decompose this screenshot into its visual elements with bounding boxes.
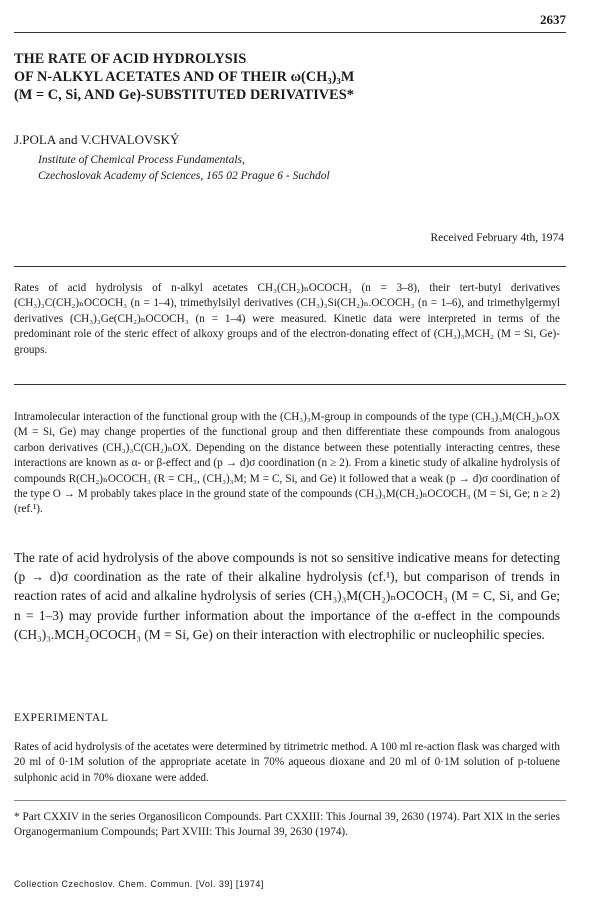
authors: J.POLA and V.CHVALOVSKÝ xyxy=(14,132,180,147)
affiliation xyxy=(38,152,330,184)
page-number: 2637 xyxy=(540,12,566,27)
affiliation-line-1: Institute of Chemical Process Fundamentals, xyxy=(38,154,245,166)
abstract-top-rule xyxy=(14,266,566,267)
experimental-paragraph: Rates of acid hydrolysis of the acetates were determined by titrimetric method. A 100 ml re-action flask was charged with 20 ml of 0·1M solution of the appropriate acetate in 70% aqueous dioxane and 20 ml of 0·1M solution of p-toluene sulphonic acid in 70% dioxane were added. xyxy=(14,741,560,784)
body-paragraph: The rate of acid hydrolysis of the above compounds is not so sensitive indicative means for detecting (p → d)σ coordination as the rate of their alkaline hydrolysis (cf.¹), but comparison of trends in reaction rates of acid and alkaline hydrolysis of series (CH₃)₃M(CH₂)ₙOCOCH₃ (M = C, Si, and Ge; n = 1–3) may provide further information about the importance of the α-effect in the compounds (CH₃)₃.MCH₂OCOCH₃ (M = Si, Ge) on their interaction with electrophilic or nucleophilic species. xyxy=(14,550,560,642)
received-date: Received February 4th, 1974 xyxy=(430,232,564,244)
abstract-bottom-rule xyxy=(14,384,566,385)
footnote-rule xyxy=(14,800,566,801)
title-line-3: (M = C, Si, AND Ge)-SUBSTITUTED DERIVATIVES* xyxy=(14,87,354,103)
title-line-1: THE RATE OF ACID HYDROLYSIS xyxy=(14,51,247,67)
section-heading-experimental: EXPERIMENTAL xyxy=(14,712,109,724)
footnote: * Part CXXIV in the series Organosilicon Compounds. Part CXXIII: This Journal 39, 2630 (1974). Part XIX in the series Organogermanium Compounds; Part XVIII: This Journal 39, 2630 (1974). xyxy=(14,811,560,839)
journal-footer: Collection Czechoslov. Chem. Commun. [Vol. 39] [1974] xyxy=(14,879,264,889)
intro-paragraph: Intramolecular interaction of the functional group with the (CH₃)₃M-group in compounds of the type (CH₃)₃M(CH₂)ₙOX (M = Si, Ge) may change properties of the functional group and then differentiate these compounds from analogous carbon derivatives (CH₃)₃C(CH₂)ₙOX. Depending on the distance between these potentially interacting centres, these interactions are known as α- or β-effect and (p → d)σ coordination (n ≥ 2). From a kinetic study of alkaline hydrolysis of compounds R(CH₂)ₙOCOCH₃ (R = CH₃, (CH₃)₃M; M = C, Si, and Ge) it followed that a weak (p → d)σ coordination of the type O → M probably takes place in the ground state of the compounds (CH₃)₃M(CH₂)ₙOCOCH₃ (M = Si, Ge; n ≥ 2) (ref.¹). xyxy=(14,411,560,516)
abstract: Rates of acid hydrolysis of n-alkyl acetates CH₃(CH₂)ₙOCOCH₃ (n = 3–8), their tert-butyl derivatives (CH₃)₃C(CH₂)ₙOCOCH₃ (n = 1–4), trimethylsilyl derivatives (CH₃)₃Si(CH₂)ₙ.OCOCH₃ (n = 1–6), and trimethylgermyl derivatives (CH₃)₃Ge(CH₂)ₙOCOCH₃ (n = 1–4) were measured. Kinetic data were interpreted in terms of the predominant role of the steric effect of alkoxy groups and of the electron-donating effect of (CH₃)₃MCH₂ (M = Si, Ge)-groups. xyxy=(14,282,560,356)
affiliation-line-2: Czechoslovak Academy of Sciences, 165 02 Prague 6 - Suchdol xyxy=(38,170,330,182)
header-rule xyxy=(14,32,566,33)
title-line-2: OF N-ALKYL ACETATES AND OF THEIR ω(CH₃)₃M xyxy=(14,69,355,85)
article-title xyxy=(14,50,554,104)
